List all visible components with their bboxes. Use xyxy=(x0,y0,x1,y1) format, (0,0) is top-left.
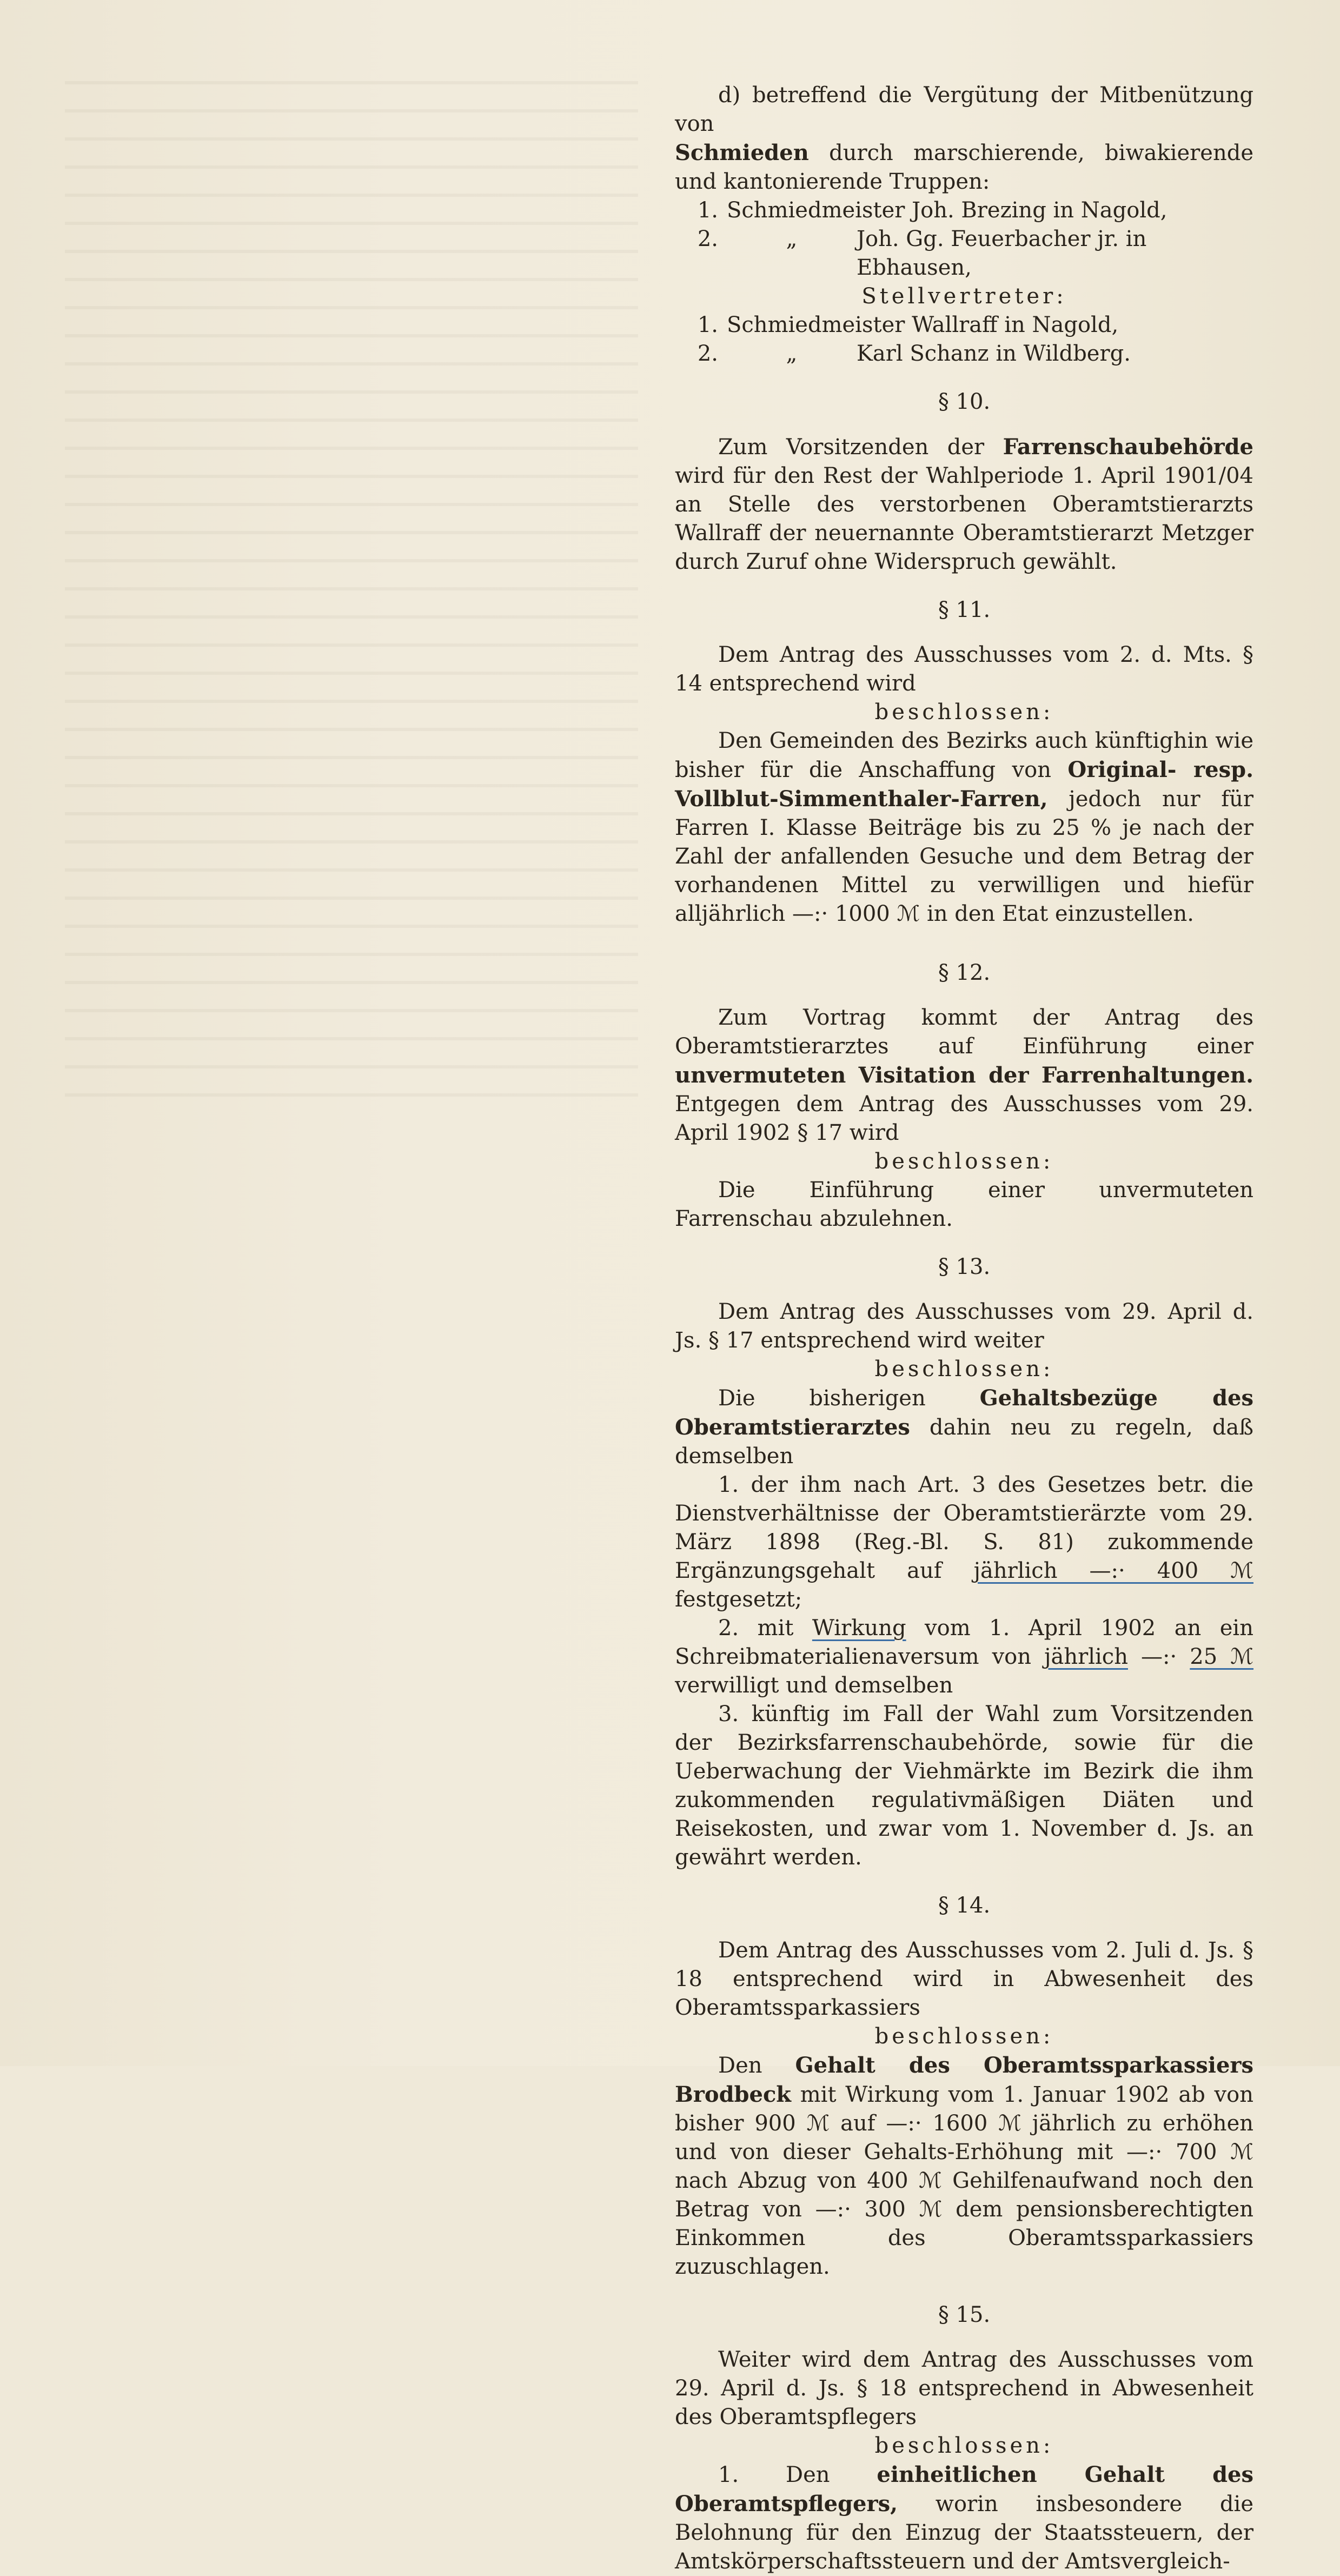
text-run: Entgegen dem Antrag des Ausschusses vom 29. April 1902 § 17 wird xyxy=(675,1092,1253,1145)
bold-term: Original- resp. Vollblut-Simmenthaler-Farren, xyxy=(675,757,1253,812)
text-run: vom 1. April 1902 an ein Schreibmaterialienaversum von xyxy=(675,1616,1253,1669)
section-10-text xyxy=(675,433,1253,576)
section-heading-15: § 15. xyxy=(938,2302,991,2327)
text-column xyxy=(675,81,1253,2576)
text-run: verwilligt und demselben xyxy=(675,1673,953,1698)
section-13-item-1 xyxy=(675,1471,1253,1614)
list-number: 1. xyxy=(697,198,718,223)
ditto-mark: „ xyxy=(786,227,798,251)
resolution-word: beschlossen: xyxy=(874,1357,1054,1382)
bold-term: Gehalt des Oberamtssparkassiers Brodbeck xyxy=(675,2053,1253,2107)
section-11-text xyxy=(675,727,1253,928)
list-number: 1. xyxy=(697,313,718,337)
resolution-word: beschlossen: xyxy=(874,2433,1054,2458)
bold-term: unvermuteten Visitation der Farrenhaltungen. xyxy=(675,1063,1253,1088)
section-14-text xyxy=(675,2051,1253,2281)
substitute-list-item xyxy=(675,340,1253,368)
text-run: jedoch nur für Farren I. Klasse Beiträge bis zu 25 % je nach der Zahl der anfallenden Gesuche und dem Betrag der vorhandenen Mittel zu verwilligen und hiefür alljährlich —:· 1000 ℳ in den Etat einzustellen. xyxy=(675,787,1253,926)
section-13-item-3: 3. künftig im Fall der Wahl zum Vorsitzenden der Bezirksfarrenschaubehörde, sowie für die Ueberwachung der Viehmärkte im Bezirk die ihm zukommenden regulativmäßigen Diäten und Reisekosten, und zwar vom 1. November d. Js. an gewährt werden. xyxy=(675,1702,1253,1870)
resolution-word: beschlossen: xyxy=(874,2024,1054,2049)
section-heading-10: § 10. xyxy=(938,389,991,414)
para-d-text: d) betreffend die Vergütung der Mitbenützung von xyxy=(675,83,1253,136)
bold-term: Farrenschaubehörde xyxy=(1003,434,1253,460)
list-text: Schmiedmeister Joh. Brezing in Nagold, xyxy=(727,198,1167,223)
subheading-stellvertreter: Stellvertreter: xyxy=(861,284,1067,309)
show-through-text xyxy=(65,81,638,1108)
paragraph-d xyxy=(675,81,1253,196)
list-text: Joh. Gg. Feuerbacher jr. in Ebhausen, xyxy=(857,227,1147,280)
section-13-intro: Dem Antrag des Ausschusses vom 29. April d. Js. § 17 entsprechend wird weiter xyxy=(675,1299,1253,1353)
section-heading-13: § 13. xyxy=(938,1254,991,1279)
text-run: Die bisherigen xyxy=(718,1386,980,1411)
section-13-item-2 xyxy=(675,1614,1253,1700)
list-text: Schmiedmeister Wallraff in Nagold, xyxy=(727,313,1119,337)
list-text: Karl Schanz in Wildberg. xyxy=(857,341,1131,366)
ink-underlined-text: jährlich xyxy=(1044,1644,1128,1669)
text-run: Den Gemeinden des Bezirks auch künftighin wie bisher für die Anschaffung von xyxy=(675,728,1253,782)
section-heading-12: § 12. xyxy=(938,960,991,985)
text-run: —:· xyxy=(1127,1644,1190,1669)
text-run: worin insbesondere die Belohnung für den Einzug der Staatssteuern, der Amtskörperschaftssteuern und der Amtsvergleich- xyxy=(675,2492,1253,2574)
ditto-mark: „ xyxy=(786,341,798,366)
text-run: 1. Den xyxy=(718,2462,877,2487)
resolution-word: beschlossen: xyxy=(874,700,1054,725)
text-run: Zum Vortrag kommt der Antrag des Oberamtstierarztes auf Einführung einer xyxy=(675,1005,1253,1059)
list-number: 2. xyxy=(697,341,718,366)
para-d-bold: Schmieden xyxy=(675,140,809,165)
section-13-text xyxy=(675,1384,1253,1471)
section-14-intro: Dem Antrag des Ausschusses vom 2. Juli d. Js. § 18 entsprechend wird in Abwesenheit des Oberamtssparkassiers xyxy=(675,1938,1253,2020)
bold-term: einheitlichen Gehalt des Oberamtspflegers, xyxy=(675,2462,1253,2517)
section-11-intro: Dem Antrag des Ausschusses vom 2. d. Mts. § 14 entsprechend wird xyxy=(675,642,1253,696)
substitute-list-item xyxy=(675,311,1253,340)
bold-term: Gehaltsbezüge des Oberamtstierarztes xyxy=(675,1385,1253,1440)
section-15-intro: Weiter wird dem Antrag des Ausschusses vom 29. April d. Js. § 18 entsprechend in Abwesenheit des Oberamtspflegers xyxy=(675,2347,1253,2429)
ink-underlined-text: jährlich —:· 400 ℳ xyxy=(973,1558,1253,1583)
ink-underlined-text: 25 ℳ xyxy=(1190,1644,1254,1669)
ink-underlined-text: Wirkung xyxy=(812,1616,906,1641)
para-d-rest: durch marschierende, biwakierende und kantonierende Truppen: xyxy=(675,141,1253,194)
section-12-resolution: Die Einführung einer unvermuteten Farrenschau abzulehnen. xyxy=(675,1178,1253,1231)
text-run: 1. der ihm nach Art. 3 des Gesetzes betr. die Dienstverhältnisse der Oberamtstierärzte vom 29. März 1898 (Reg.-Bl. S. 81) zukommende Ergänzungsgehalt auf xyxy=(675,1472,1253,1583)
text-run: 2. mit xyxy=(718,1616,812,1641)
text-run: Den xyxy=(718,2053,795,2078)
text-run: dahin neu zu regeln, daß demselben xyxy=(675,1415,1253,1469)
text-run: festgesetzt; xyxy=(675,1587,802,1612)
section-heading-11: § 11. xyxy=(938,597,991,622)
resolution-word: beschlossen: xyxy=(874,1149,1054,1174)
text-run: Zum Vorsitzenden der xyxy=(718,435,1003,460)
smith-list-item xyxy=(675,196,1253,225)
list-number: 2. xyxy=(697,227,718,251)
smith-list-item xyxy=(675,225,1253,282)
section-12-text xyxy=(675,1004,1253,1147)
text-run: wird für den Rest der Wahlperiode 1. April 1901/04 an Stelle des verstorbenen Oberamtstierarzts Wallraff der neuernannte Oberamtstierarzt Metzger durch Zuruf ohne Widerspruch gewählt. xyxy=(675,463,1253,574)
section-15-item-1 xyxy=(675,2460,1253,2576)
text-run: mit Wirkung vom 1. Januar 1902 ab von bisher 900 ℳ auf —:· 1600 ℳ jährlich zu erhöhen und von dieser Gehalts-Erhöhung mit —:· 700 ℳ nach Abzug von 400 ℳ Gehilfenaufwand noch den Betrag von —:· 300 ℳ dem pensionsberechtigten Einkommen des Oberamtssparkassiers zuzuschlagen. xyxy=(675,2082,1253,2279)
section-heading-14: § 14. xyxy=(938,1893,991,1918)
